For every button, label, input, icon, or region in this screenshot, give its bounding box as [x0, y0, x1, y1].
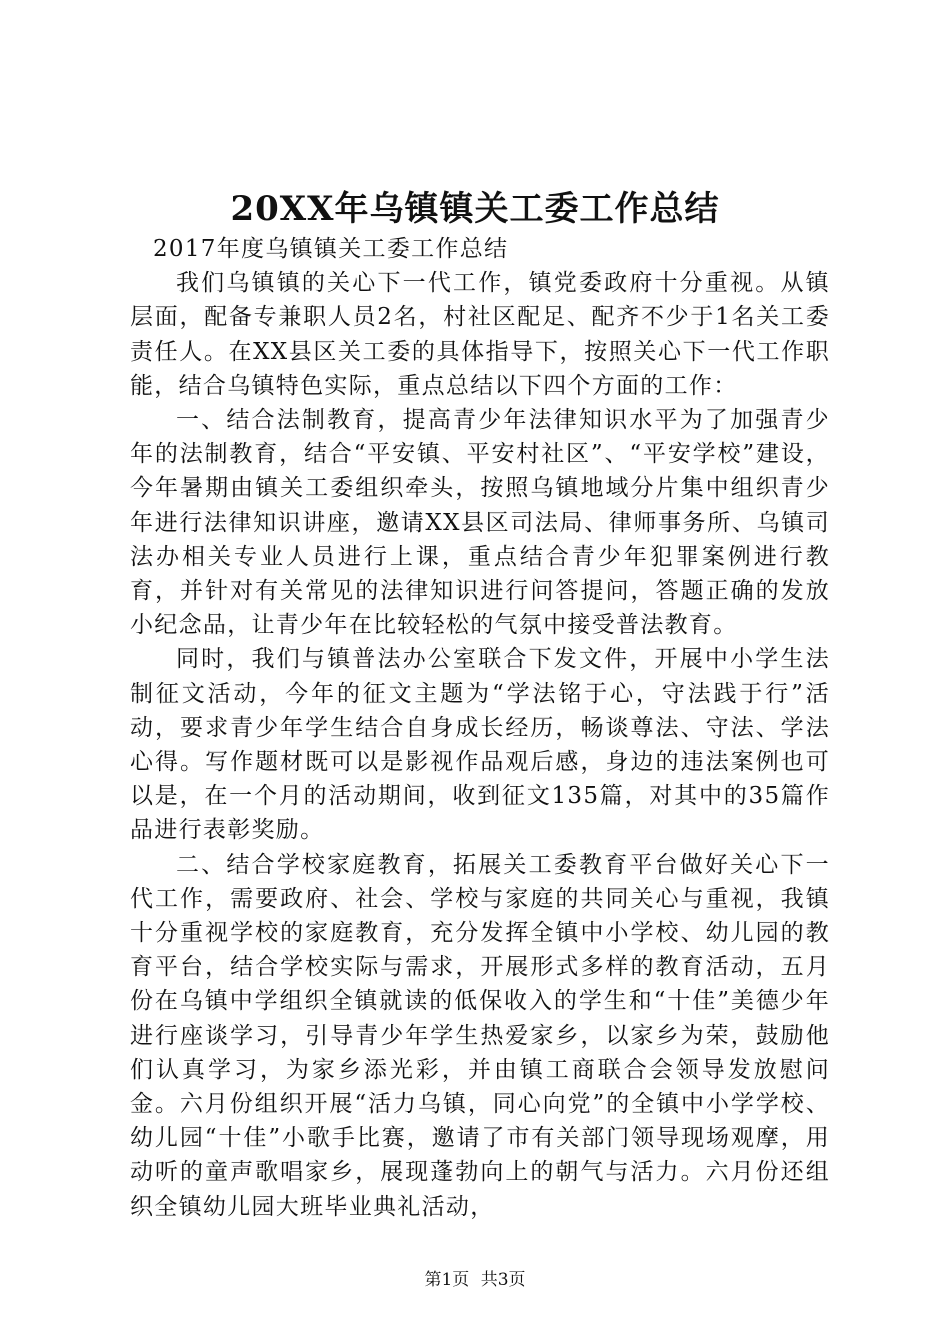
- page-total: 共3页: [480, 1270, 526, 1290]
- body-paragraph: 二、结合学校家庭教育，拓展关工委教育平台做好关心下一代工作，需要政府、社会、学校与家庭的共同关心与重视，我镇十分重视学校的家庭教育，充分发挥全镇中小学校、幼儿园的教育平台，结合学校实际与需求，开展形式多样的教育活动，五月份在乌镇中学组织全镇就读的低保收入的学生和“十佳”美德少年进行座谈学习，引导青少年学生热爱家乡，以家乡为荣，鼓励他们认真学习，为家乡添光彩，并由镇工商联合会领导发放慰问金。六月份组织开展“活力乌镇，同心向党”的全镇中小学学校、幼儿园“十佳”小歌手比赛，邀请了市有关部门领导现场观摩，用动听的童声歌唱家乡，展现蓬勃向上的朝气与活力。六月份还组织全镇幼儿园大班毕业典礼活动，: [130, 851, 830, 1220]
- document-title: 20XX年乌镇镇关工委工作总结: [230, 189, 720, 229]
- page-number: 第1页: [424, 1270, 470, 1290]
- body-paragraph: 同时，我们与镇普法办公室联合下发文件，开展中小学生法制征文活动，今年的征文主题为“学法铭于心，守法践于行”活动，要求青少年学生结合自身成长经历，畅谈尊法、守法、学法心得。写作题材既可以是影视作品观后感，身边的违法案例也可以是，在一个月的活动期间，收到征文135篇，对其中的35篇作品进行表彰奖励。: [130, 646, 830, 844]
- document-subtitle: 2017年度乌镇镇关工委工作总结: [153, 236, 509, 262]
- page-footer: [0, 1268, 950, 1292]
- body-paragraph: 一、结合法制教育，提高青少年法律知识水平为了加强青少年的法制教育，结合“平安镇、平安村社区”、“平安学校”建设，今年暑期由镇关工委组织牵头，按照乌镇地域分片集中组织青少年进行法律知识讲座，邀请XX县区司法局、律师事务所、乌镇司法办相关专业人员进行上课，重点结合青少年犯罪案例进行教育，并针对有关常见的法律知识进行问答提问，答题正确的发放小纪念品，让青少年在比较轻松的气氛中接受普法教育。: [130, 407, 830, 639]
- document-body: [130, 232, 830, 1224]
- body-paragraph: 我们乌镇镇的关心下一代工作，镇党委政府十分重视。从镇层面，配备专兼职人员2名，村社区配足、配齐不少于1名关工委责任人。在XX县区关工委的具体指导下，按照关心下一代工作职能，结合乌镇特色实际，重点总结以下四个方面的工作：: [130, 270, 830, 399]
